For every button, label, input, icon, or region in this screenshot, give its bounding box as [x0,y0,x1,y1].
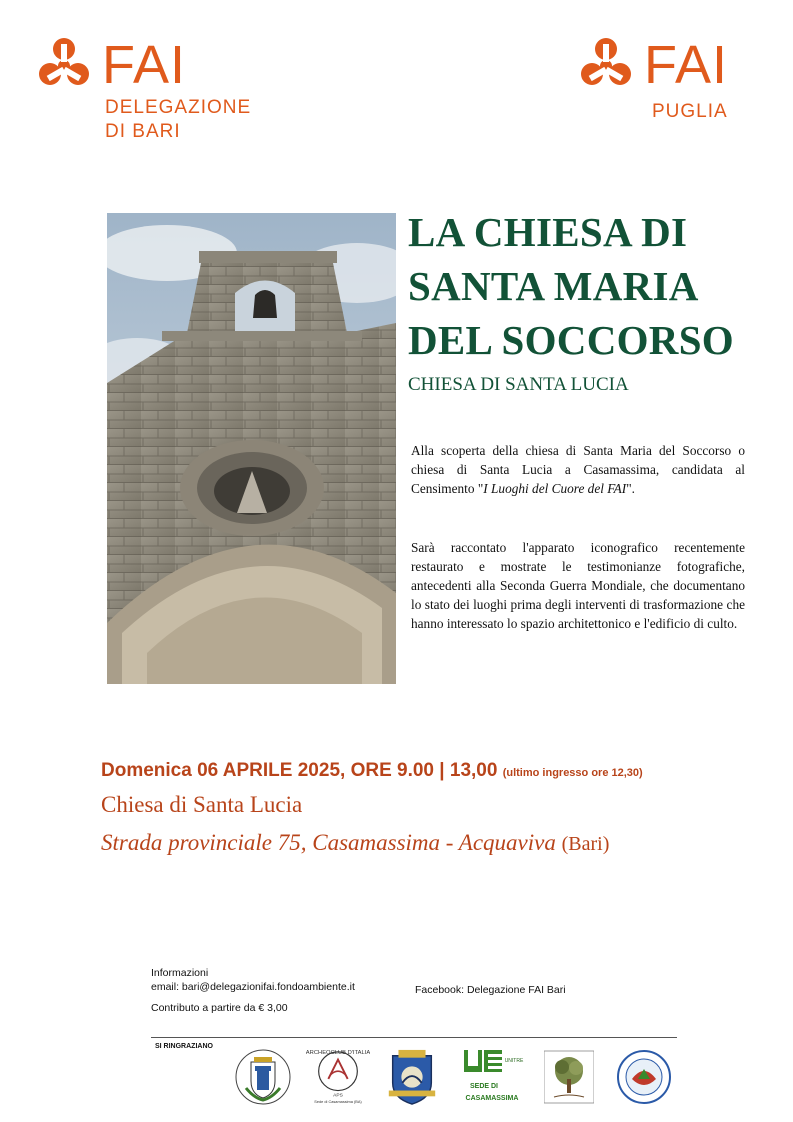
fai-logo-line1: PUGLIA [652,101,728,122]
fai-logo-line1: DELEGAZIONE [105,97,252,118]
info-facebook[interactable]: Facebook: Delegazione FAI Bari [415,984,566,996]
unitre-logo [462,1048,526,1106]
intro-paragraph [411,441,745,498]
thanks-label: SI RINGRAZIANO [155,1043,213,1050]
intro-end: ". [626,481,635,496]
tree-association-logo [544,1048,594,1106]
fai-logo-word: FAI [102,35,187,95]
intro-italic: I Luoghi del Cuore del FAI [483,481,627,496]
event-address [101,830,609,856]
event-place: Chiesa di Santa Lucia [101,792,303,817]
fai-logo-line2: DI BARI [105,121,181,142]
fai-trefoil-icon [580,38,632,90]
archeoclub-aps: APS [333,1093,343,1099]
intro-text: Alla scoperta della chiesa di Santa Maria del Soccorso o chiesa di Santa Lucia a Casamassima, candidata al Censimento " [411,443,745,496]
association-round-logo [616,1048,672,1106]
event-date [101,760,643,782]
info-email[interactable]: email: bari@delegazionifai.fondoambiente.it [151,981,355,993]
fai-logo-word: FAI [644,35,729,95]
unitre-label: UNITRE [504,1058,524,1064]
unitre-sede: SEDE DI [469,1083,499,1090]
archeoclub-logo [306,1048,370,1106]
page-title-line2: SANTA MARIA [408,263,699,309]
page-title-line3: DEL SOCCORSO [408,317,734,363]
fai-trefoil-icon [38,38,90,90]
event-address-suffix: (Bari) [561,833,610,855]
description-paragraph: Sarà raccontato l'apparato iconografico recentemente restaurato e mostrate le testimonianze fotografiche, antecedenti alla Seconda Guerra Mondiale, che documentano lo stato dei luoghi prima degli interventi di trasformazione che hanno interessato lo spazio architettonico e l'edificio di culto. [411,540,745,631]
archeoclub-sede: Sede di Casamassima (BA) [314,1100,362,1105]
casamassima-crest-logo [234,1048,292,1106]
unitre-city: CASAMASSIMA [465,1095,519,1102]
event-last-entry: (ultimo ingresso ore 12,30) [502,767,643,779]
church-bell-tower-photo [107,213,396,684]
info-contribution: Contributo a partire da € 3,00 [151,1002,288,1014]
event-date-text: Domenica 06 APRILE 2025, ORE 9.00 | 13,00 [101,760,498,781]
page-title-line1: LA CHIESA DI [408,209,688,255]
divider [151,1037,677,1038]
pro-loco-crest-logo [384,1048,440,1106]
event-address-text: Strada provinciale 75, Casamassima - Acquaviva [101,830,556,855]
archeoclub-name: ARCHEOCLUB D'ITALIA [306,1049,370,1056]
page-subtitle: CHIESA DI SANTA LUCIA [408,374,629,395]
info-heading: Informazioni [151,967,209,979]
